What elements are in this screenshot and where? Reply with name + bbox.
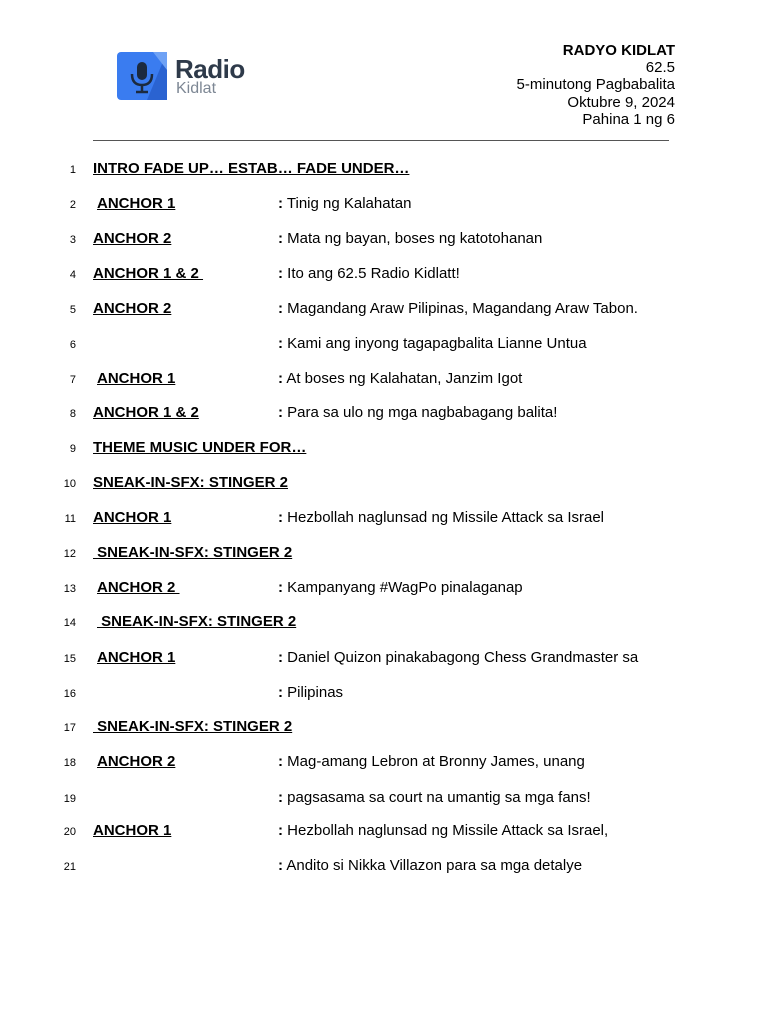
line-dialogue: : Ito ang 62.5 Radio Kidlatt! <box>278 265 460 282</box>
line-number: 8 <box>69 408 76 420</box>
line-number: 21 <box>63 861 76 873</box>
script-line <box>0 649 768 671</box>
line-number: 18 <box>63 757 76 769</box>
line-cue: SNEAK-IN-SFX: STINGER 2 <box>93 544 293 561</box>
line-cue: THEME MUSIC UNDER FOR… <box>93 439 307 456</box>
line-number: 16 <box>63 688 76 700</box>
script-line <box>0 822 768 844</box>
line-dialogue: : Para sa ulo ng mga nagbabagang balita! <box>278 404 558 421</box>
script-line <box>0 300 768 322</box>
script-line <box>0 474 768 496</box>
station-name: RADYO KIDLAT <box>562 42 675 59</box>
script-line <box>0 265 768 287</box>
line-number: 3 <box>69 234 76 246</box>
line-dialogue: : Hezbollah naglunsad ng Missile Attack sa Israel <box>278 509 605 526</box>
logo-wordmark-kidlat: Kidlat <box>176 80 217 97</box>
script-line <box>0 230 768 252</box>
logo-wordmark-radio: Radio <box>175 54 245 84</box>
script-line <box>0 718 768 740</box>
line-cue: ANCHOR 1 <box>93 822 172 839</box>
script-line <box>0 439 768 461</box>
line-number: 4 <box>69 269 76 281</box>
line-cue: ANCHOR 2 <box>97 753 176 770</box>
line-cue: ANCHOR 1 <box>97 195 176 212</box>
script-line <box>0 544 768 566</box>
line-number: 1 <box>69 164 76 176</box>
radio-kidlat-logo <box>117 52 257 102</box>
script-line <box>0 160 768 182</box>
line-cue: ANCHOR 1 <box>93 509 172 526</box>
script-line <box>0 753 768 775</box>
script-line <box>0 684 768 706</box>
line-cue: ANCHOR 1 & 2 <box>93 404 199 421</box>
line-number: 19 <box>63 793 76 805</box>
line-dialogue: : Pilipinas <box>278 684 344 701</box>
header-divider <box>93 140 669 141</box>
line-cue: ANCHOR 2 <box>97 579 180 596</box>
line-dialogue: : Hezbollah naglunsad ng Missile Attack sa Israel, <box>278 822 609 839</box>
script-line <box>0 857 768 879</box>
script-line <box>0 195 768 217</box>
line-dialogue: : Mata ng bayan, boses ng katotohanan <box>278 230 543 247</box>
microphone-logo-icon <box>117 52 167 100</box>
document-date: Oktubre 9, 2024 <box>567 93 675 111</box>
program-name: 5-minutong Pagbabalita <box>516 76 675 94</box>
line-cue: SNEAK-IN-SFX: STINGER 2 <box>93 718 293 735</box>
line-cue: ANCHOR 1 <box>97 649 176 666</box>
script-line <box>0 509 768 531</box>
line-number: 12 <box>63 548 76 560</box>
line-cue: ANCHOR 2 <box>93 300 172 317</box>
line-number: 7 <box>69 374 76 386</box>
line-number: 13 <box>63 583 76 595</box>
line-dialogue: : pagsasama sa court na umantig sa mga fans! <box>278 789 591 806</box>
page-indicator: Pahina 1 ng 6 <box>582 110 675 128</box>
script-line <box>0 789 768 811</box>
script-line <box>0 335 768 357</box>
line-number: 17 <box>63 722 76 734</box>
script-line <box>0 404 768 426</box>
line-number: 11 <box>64 513 76 525</box>
station-frequency: 62.5 <box>645 59 675 77</box>
line-dialogue: : Andito si Nikka Villazon para sa mga detalye <box>278 857 583 874</box>
line-cue: ANCHOR 1 & 2 <box>93 265 204 282</box>
line-dialogue: : Tinig ng Kalahatan <box>278 195 412 212</box>
line-number: 20 <box>63 826 76 838</box>
line-number: 2 <box>69 199 76 211</box>
line-number: 6 <box>69 339 76 351</box>
line-number: 10 <box>63 478 76 490</box>
line-number: 15 <box>63 653 76 665</box>
line-dialogue: : Kami ang inyong tagapagbalita Lianne Untua <box>278 335 587 352</box>
script-line <box>0 370 768 392</box>
line-dialogue: : Daniel Quizon pinakabagong Chess Grandmaster sa <box>278 649 639 666</box>
line-cue: ANCHOR 1 <box>97 370 176 387</box>
line-number: 14 <box>63 617 76 629</box>
line-cue: SNEAK-IN-SFX: STINGER 2 <box>93 474 289 491</box>
line-cue: ANCHOR 2 <box>93 230 172 247</box>
line-dialogue: : Magandang Araw Pilipinas, Magandang Araw Tabon. <box>278 300 638 317</box>
line-dialogue: : At boses ng Kalahatan, Janzim Igot <box>278 370 523 387</box>
script-line <box>0 613 768 635</box>
line-cue: INTRO FADE UP… ESTAB… FADE UNDER… <box>93 160 410 177</box>
line-dialogue: : Kampanyang #WagPo pinalaganap <box>278 579 523 596</box>
line-number: 5 <box>69 304 76 316</box>
script-line <box>0 579 768 601</box>
line-number: 9 <box>69 443 76 455</box>
line-cue: SNEAK-IN-SFX: STINGER 2 <box>97 613 297 630</box>
line-dialogue: : Mag-amang Lebron at Bronny James, unang <box>278 753 585 770</box>
document-header <box>517 42 675 128</box>
